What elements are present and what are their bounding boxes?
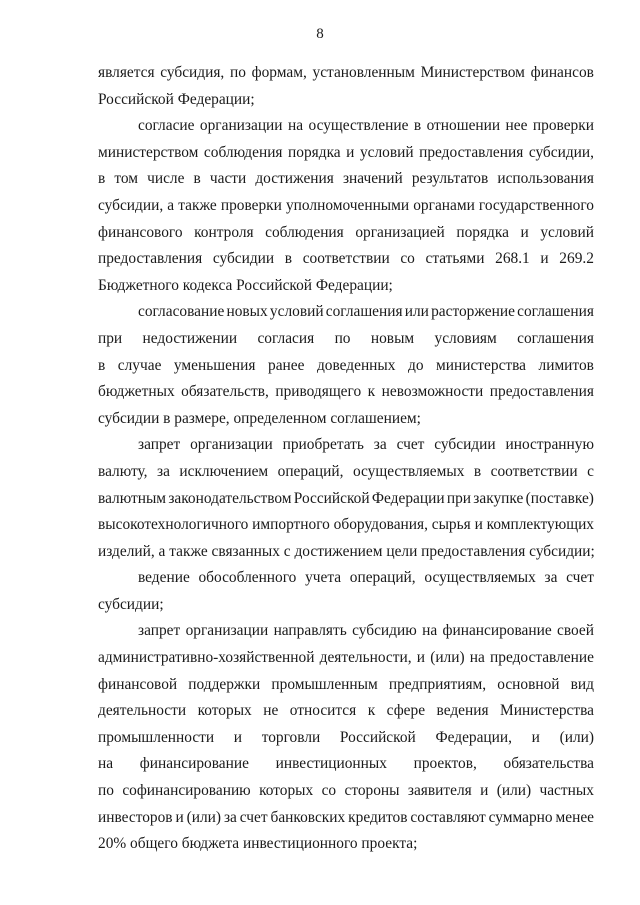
word: субсидии;: [98, 595, 164, 613]
text-line: [98, 432, 594, 459]
word: является: [98, 64, 155, 81]
text-line: [98, 672, 594, 699]
word: 268.1: [495, 250, 530, 268]
word: и: [346, 143, 355, 161]
word: кредитов: [348, 808, 408, 826]
word: комплектующих: [486, 516, 594, 534]
word: со: [321, 782, 337, 800]
word: также: [178, 196, 217, 214]
word: (или): [430, 649, 465, 667]
word: деятельности,: [319, 649, 412, 667]
word: обязательства: [503, 755, 594, 773]
text-line: [98, 220, 594, 247]
word: проверки: [220, 196, 282, 214]
word: обязательств,: [181, 383, 269, 401]
text-line: [98, 751, 594, 778]
word: не: [263, 702, 279, 720]
word: в: [98, 170, 106, 188]
word: уменьшения: [173, 356, 256, 374]
word: согласие: [138, 117, 195, 135]
page-number: 8: [316, 26, 324, 42]
word: ранее: [268, 356, 305, 374]
text-line: [98, 406, 594, 433]
text-line: [98, 778, 594, 805]
word: стороны: [344, 782, 400, 800]
word: Министерством: [420, 64, 525, 81]
word: достижения: [255, 170, 334, 188]
word: условий: [359, 143, 414, 161]
word: осуществляемых: [352, 462, 465, 480]
word: субсидии: [434, 436, 496, 454]
word: порядка: [288, 143, 341, 161]
word: субсидию: [352, 622, 417, 640]
word: учета: [305, 569, 342, 587]
word: (или): [186, 808, 222, 826]
word: субсидии,: [528, 143, 594, 161]
word: финансов: [530, 64, 594, 81]
word: ведения: [436, 702, 489, 720]
word: новым: [370, 329, 415, 347]
word: доведенных: [316, 356, 396, 374]
word: 20% общего бюджета инвестиционного проекта;: [98, 835, 418, 853]
word: и: [480, 782, 489, 800]
word: на: [422, 622, 438, 640]
word: приводящего: [275, 383, 362, 401]
word: том: [114, 170, 139, 188]
word: счет: [239, 808, 268, 826]
word: менее: [555, 808, 594, 826]
word: запрет: [138, 436, 181, 454]
word: в: [193, 170, 201, 188]
text-line: [98, 459, 594, 486]
text-line: [98, 565, 594, 592]
text-line: [98, 805, 594, 832]
word: проверки: [532, 117, 594, 135]
text-line: [98, 299, 594, 326]
word: операций,: [277, 462, 344, 480]
word: на: [98, 755, 114, 773]
word: формам,: [251, 64, 307, 81]
word: порядка: [456, 223, 509, 241]
word: оборудования,: [333, 516, 428, 534]
word: в: [413, 117, 422, 135]
word: Российской Федерации;: [98, 90, 255, 108]
word: при: [98, 329, 123, 347]
text-line: [98, 725, 594, 752]
word: нее: [505, 117, 528, 135]
text-line: [98, 326, 594, 353]
word: к: [367, 383, 376, 401]
word: сырья: [431, 516, 471, 534]
word: и: [531, 728, 540, 746]
word: финансирование: [442, 622, 552, 640]
word: предоставления: [489, 383, 594, 401]
word: осуществление: [308, 117, 409, 135]
word: Федерации: [371, 489, 445, 507]
word: (поставке): [525, 489, 594, 507]
word: предприятиям,: [388, 675, 487, 693]
word: счет: [566, 569, 594, 587]
word: 269.2: [559, 250, 594, 268]
word: направлять: [273, 622, 347, 640]
word: по: [334, 329, 351, 347]
word: в: [473, 462, 482, 480]
word: условиям: [434, 329, 497, 347]
word: частных: [539, 782, 594, 800]
word: Федерации,: [435, 728, 512, 746]
word: соблюдения: [265, 223, 344, 241]
document-body: [98, 60, 594, 858]
word: инвестиционных: [275, 755, 387, 773]
word: организации: [199, 117, 283, 135]
word: банковских: [270, 808, 346, 826]
word: соответствии: [302, 250, 390, 268]
word: предоставления: [419, 143, 524, 161]
word: организацией: [355, 223, 445, 241]
text-line: [98, 166, 594, 193]
word: (или): [559, 728, 594, 746]
word: согласование: [138, 303, 225, 321]
word: ведение: [138, 569, 190, 587]
paragraph-p4: [98, 432, 594, 565]
word: новых: [226, 303, 268, 321]
word: в: [98, 356, 106, 374]
word: (или): [496, 782, 532, 800]
word: основной: [497, 675, 560, 693]
word: своей: [557, 622, 594, 640]
word: и: [540, 250, 549, 268]
word: импортного: [252, 516, 330, 534]
text-line: [98, 140, 594, 167]
word: к: [367, 702, 376, 720]
word: составляют: [410, 808, 486, 826]
word: которых: [197, 702, 252, 720]
word: соблюдения: [203, 143, 283, 161]
word: поддержки: [188, 675, 261, 693]
text-line: [98, 379, 594, 406]
paragraph-p2: [98, 113, 594, 299]
word: согласия: [257, 329, 315, 347]
word: деятельности: [98, 702, 187, 720]
word: осуществляемых: [424, 569, 536, 587]
word: проектов,: [413, 755, 477, 773]
text-line: [98, 618, 594, 645]
word: в: [284, 250, 293, 268]
word: сфере: [386, 702, 426, 720]
word: невозможности: [381, 383, 484, 401]
text-line: [98, 698, 594, 725]
word: финансирование: [139, 755, 249, 773]
word: или: [404, 303, 429, 321]
text-line: [98, 645, 594, 672]
paragraph-p3: [98, 299, 594, 432]
word: вид: [570, 675, 594, 693]
word: по: [229, 64, 246, 81]
word: торговли: [261, 728, 321, 746]
word: органами: [413, 196, 475, 214]
word: относится: [289, 702, 357, 720]
paragraph-p5: [98, 565, 594, 618]
word: государственного: [478, 196, 594, 214]
word: лимитов: [538, 356, 594, 374]
word: со: [400, 250, 415, 268]
word: условий: [269, 303, 324, 321]
word: при: [446, 489, 472, 507]
word: операций,: [349, 569, 416, 587]
word: министерством: [98, 143, 199, 161]
word: соглашения: [517, 329, 594, 347]
word: за: [544, 569, 558, 587]
word: случае: [117, 356, 162, 374]
word: предоставления: [98, 250, 203, 268]
word: и: [416, 649, 426, 667]
word: изделий, а также связанных с достижением цели предоставления субсидии;: [98, 542, 595, 560]
word: результатов: [411, 170, 489, 188]
word: иностранную: [505, 436, 594, 454]
word: по: [98, 782, 114, 800]
word: за: [223, 808, 237, 826]
word: заявителя: [407, 782, 472, 800]
word: запрет: [138, 622, 181, 640]
word: инвесторов: [98, 808, 173, 826]
word: и: [233, 728, 243, 746]
text-line: [98, 60, 594, 87]
word: значений: [342, 170, 403, 188]
paragraph-p1: [98, 60, 594, 113]
text-line: [98, 512, 594, 539]
word: которых: [259, 782, 314, 800]
word: статьями: [425, 250, 485, 268]
text-line: [98, 113, 594, 140]
word: за: [157, 462, 170, 480]
word: министерства: [436, 356, 527, 374]
word: организации: [185, 622, 269, 640]
word: валюту,: [98, 462, 148, 480]
word: и: [520, 223, 529, 241]
word: условий: [540, 223, 594, 241]
word: и: [175, 808, 184, 826]
word: субсидии: [212, 250, 275, 268]
word: на: [287, 117, 304, 135]
word: высокотехнологичного: [98, 516, 249, 534]
word: приобретать: [282, 436, 364, 454]
word: суммарно: [488, 808, 553, 826]
text-line: [98, 273, 594, 300]
word: субсидии в размере, определенном соглашением;: [98, 409, 421, 427]
word: до: [407, 356, 424, 374]
text-line: [98, 486, 594, 513]
paragraph-p6: [98, 618, 594, 857]
text-line: [98, 831, 594, 858]
word: организации: [190, 436, 273, 454]
word: Министерства: [500, 702, 594, 720]
word: финансового: [98, 223, 183, 241]
word: соглашения: [517, 303, 594, 321]
word: Бюджетного кодекса Российской Федерации;: [98, 276, 393, 294]
word: соглашения: [325, 303, 403, 321]
word: использования: [497, 170, 594, 188]
text-line: [98, 87, 594, 114]
word: законодательством: [168, 489, 292, 507]
word: за: [373, 436, 387, 454]
word: промышленности: [98, 728, 215, 746]
word: контроля: [194, 223, 254, 241]
word: уполномоченными: [285, 196, 410, 214]
word: промышленным: [271, 675, 378, 693]
text-line: [98, 539, 594, 566]
word: недостижении: [142, 329, 238, 347]
word: Российской: [293, 489, 370, 507]
word: счет: [396, 436, 425, 454]
text-line: [98, 246, 594, 273]
word: исключением: [179, 462, 269, 480]
word: валютным: [98, 489, 167, 507]
text-line: [98, 193, 594, 220]
text-line: [98, 353, 594, 380]
word: а: [167, 196, 175, 214]
word: с: [587, 462, 594, 480]
word: числе: [147, 170, 185, 188]
word: субсидии,: [98, 196, 164, 214]
word: административно-хозяйственной: [98, 649, 315, 667]
word: субсидия,: [160, 64, 225, 81]
word: установленным: [312, 64, 415, 81]
word: на: [469, 649, 485, 667]
word: соответствии: [490, 462, 578, 480]
word: бюджетных: [98, 383, 175, 401]
word: отношении: [426, 117, 501, 135]
word: Российской: [339, 728, 416, 746]
text-line: [98, 592, 594, 619]
word: софинансированию: [122, 782, 251, 800]
word: и: [474, 516, 483, 534]
word: расторжение: [431, 303, 515, 321]
word: обособленного: [198, 569, 297, 587]
word: финансовой: [98, 675, 178, 693]
word: предоставление: [490, 649, 594, 667]
word: части: [209, 170, 247, 188]
word: закупке: [473, 489, 524, 507]
